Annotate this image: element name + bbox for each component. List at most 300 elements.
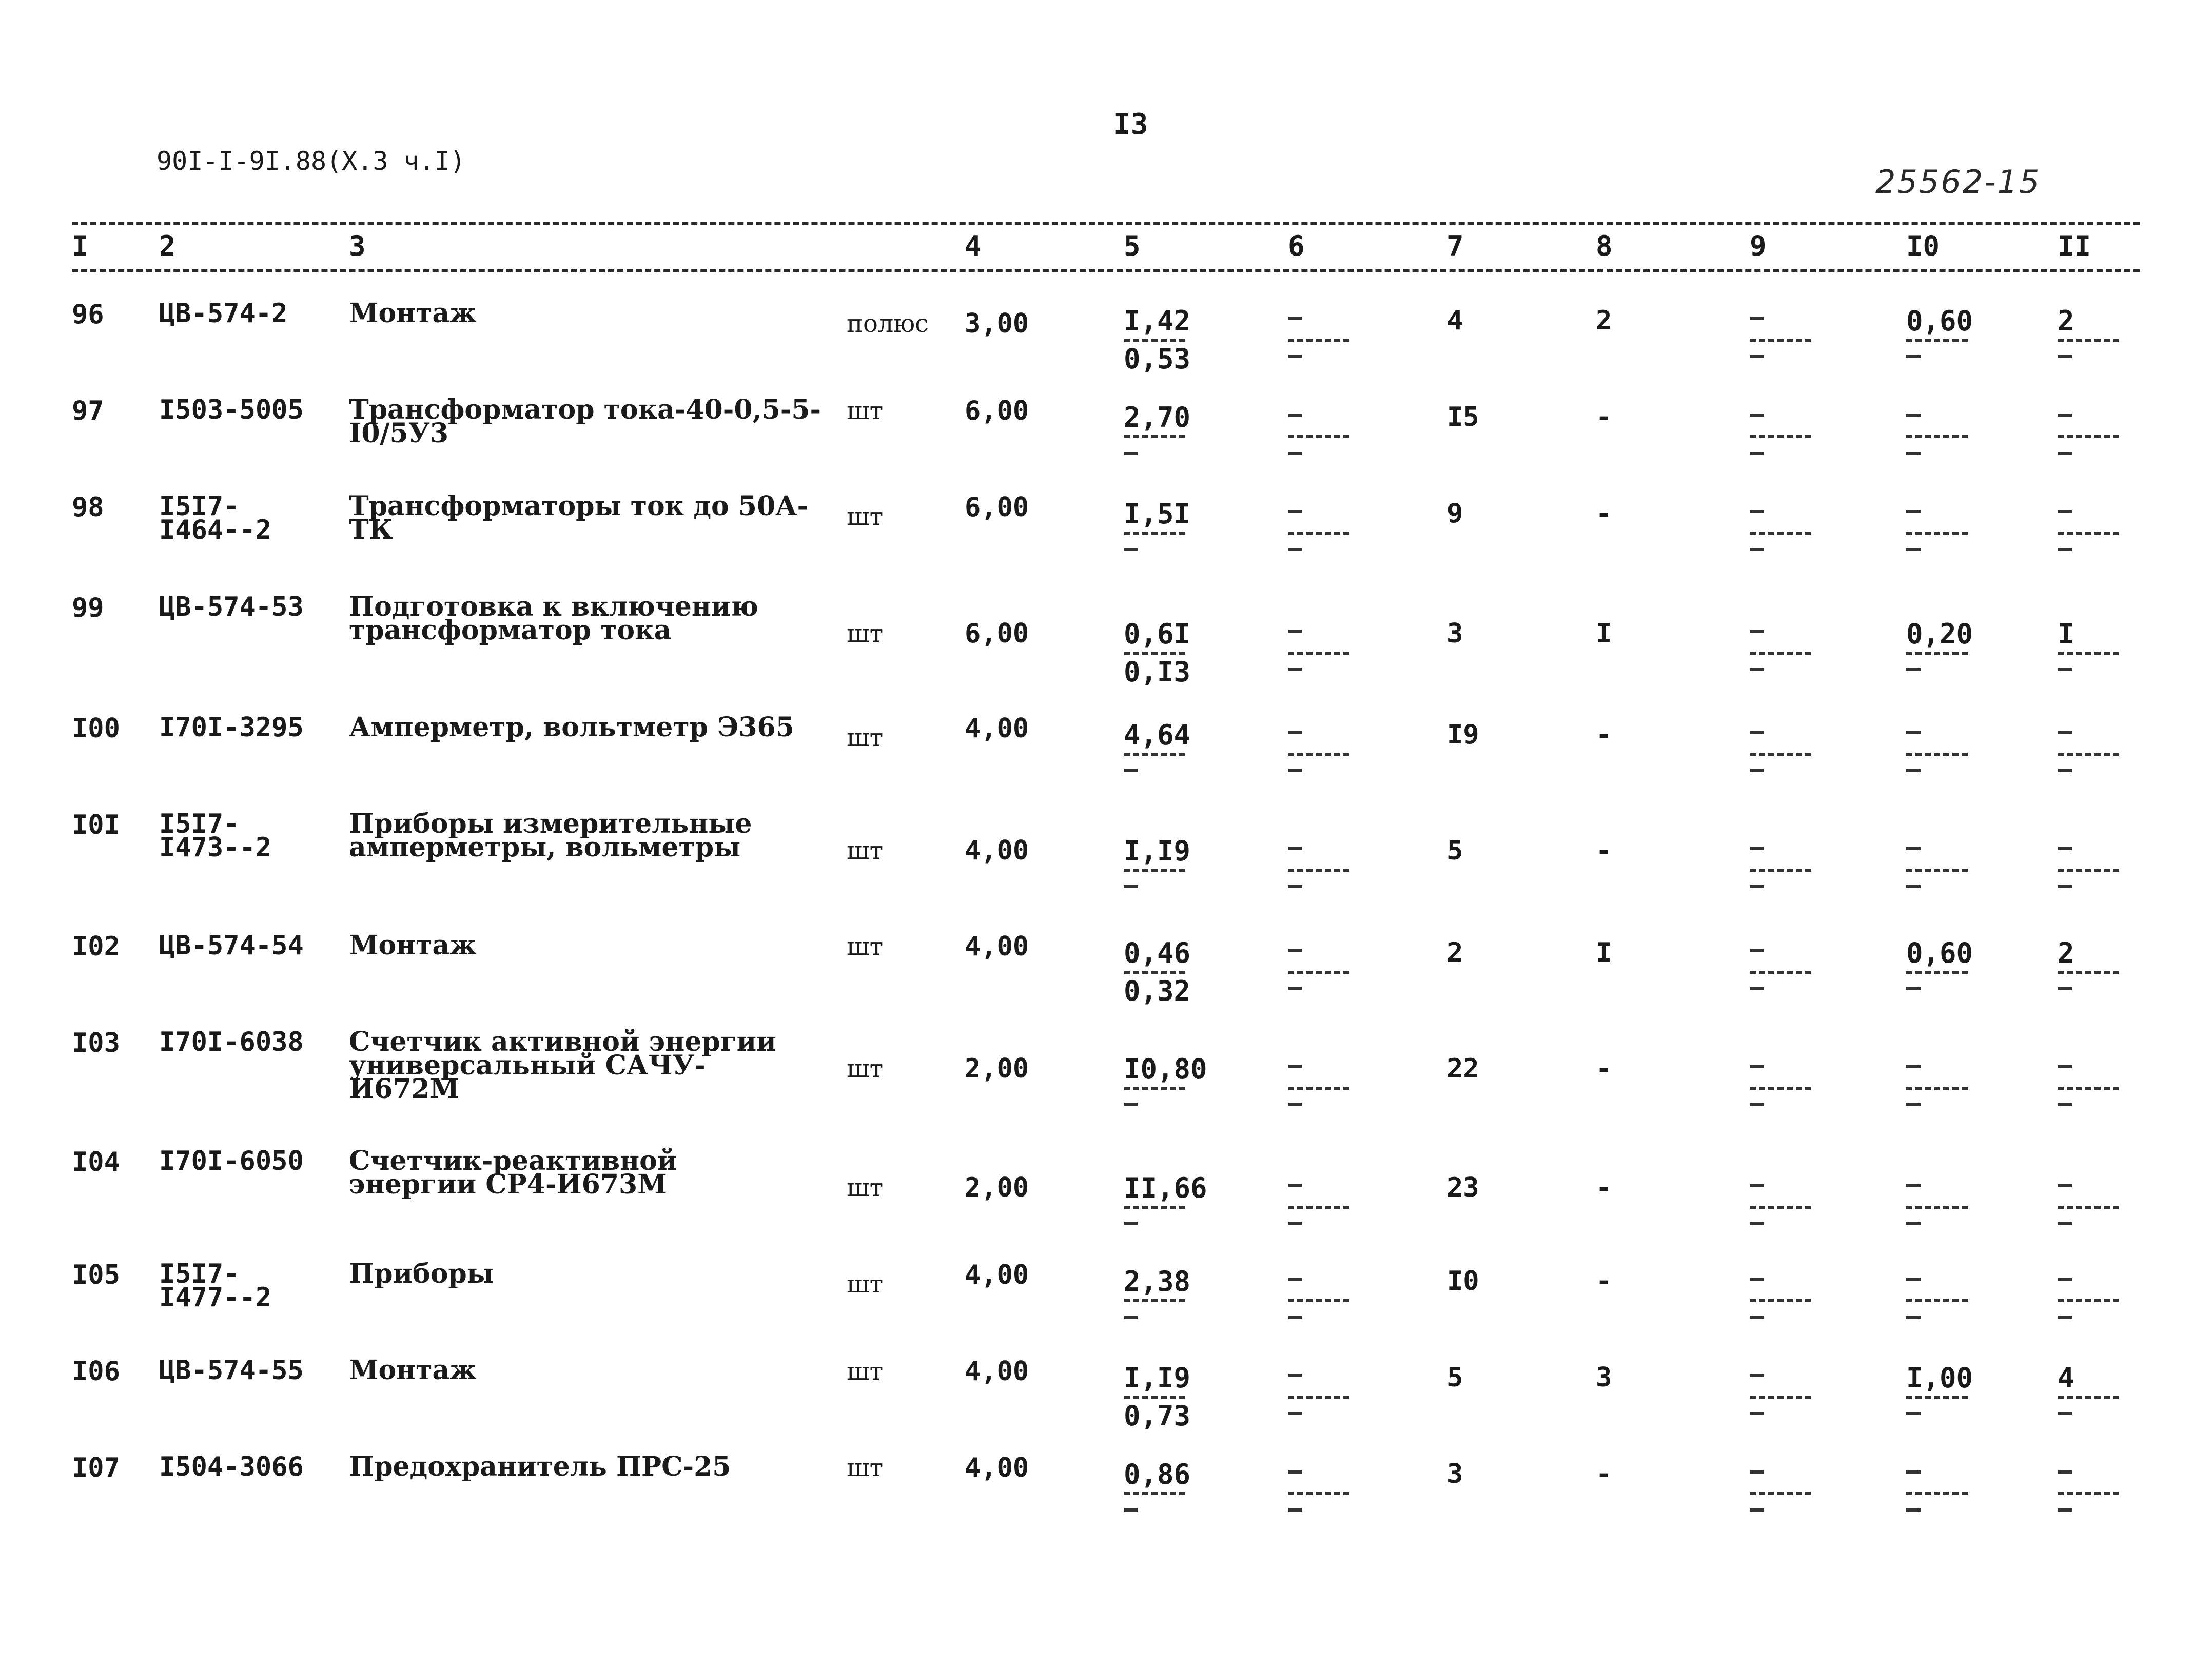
dash-mark	[1750, 1374, 1764, 1377]
dash-mark	[1288, 1316, 1302, 1319]
fraction-bar	[1288, 339, 1349, 342]
dash-mark	[1906, 1508, 1921, 1512]
row-col6-fraction	[1288, 940, 1365, 1005]
row-col5-fraction	[1124, 1053, 1207, 1121]
dash-mark	[1906, 1316, 1921, 1319]
row-unit: полюс	[847, 309, 929, 338]
row-col10-fraction	[1906, 618, 1983, 685]
row-name: Счетчик-реактивной энергии СР4-И673М	[349, 1145, 677, 1200]
dash-mark	[1750, 630, 1764, 633]
dash-mark	[1906, 1412, 1921, 1415]
fraction-bar	[1288, 652, 1349, 655]
fraction-bar	[1288, 971, 1349, 974]
fraction-bar	[1906, 1492, 1968, 1495]
row-number: I07	[72, 1453, 120, 1483]
dash-mark	[1288, 668, 1302, 671]
dash-mark	[1124, 1316, 1138, 1319]
col11-top	[2058, 722, 2072, 749]
fraction-bar	[1750, 435, 1811, 438]
page-number: I3	[1113, 108, 1148, 141]
row-col10-fraction	[1906, 937, 1983, 1005]
table-row	[0, 712, 2212, 808]
fraction-bar	[1124, 1087, 1185, 1090]
row-col9-fraction	[1750, 501, 1827, 565]
row-unit: шт	[847, 1357, 884, 1386]
col6-bottom	[1288, 539, 1302, 565]
row-unit: шт	[847, 1054, 884, 1083]
row-col8: I	[1596, 618, 1612, 649]
fraction-bar	[2058, 869, 2119, 872]
fraction-bar	[1288, 532, 1349, 535]
dash-mark	[1906, 414, 1921, 417]
row-col8: -	[1596, 835, 1612, 866]
col10-bottom	[1906, 760, 1921, 787]
row-qty: 4,00	[965, 1260, 1029, 1290]
dash-mark	[2058, 1316, 2072, 1319]
dash-mark	[2058, 668, 2072, 671]
table-row	[0, 930, 2212, 1026]
dash-mark	[1750, 452, 1764, 455]
dash-mark	[1124, 769, 1138, 772]
col9-bottom	[1750, 1094, 1764, 1121]
fraction-bar	[1750, 339, 1811, 342]
fraction-bar	[2058, 1492, 2119, 1495]
col6-top	[1288, 1056, 1302, 1083]
row-col10-fraction	[1906, 838, 1983, 903]
fraction-bar	[1906, 435, 1968, 438]
dash-mark	[1288, 847, 1302, 850]
dash-mark	[2058, 355, 2072, 358]
row-col9-fraction	[1750, 1268, 1827, 1333]
col9-bottom	[1750, 659, 1764, 685]
col11-top	[2058, 1175, 2072, 1202]
dash-mark	[1124, 1508, 1138, 1512]
header-col-6: 6	[1288, 230, 1305, 262]
col6-bottom	[1288, 659, 1302, 685]
col10-bottom	[1906, 1403, 1921, 1429]
row-col8: -	[1596, 719, 1612, 750]
row-number: 98	[72, 492, 104, 523]
col6-top	[1288, 1365, 1302, 1391]
col11-bottom	[2058, 1213, 2072, 1240]
col10-bottom	[1906, 346, 1921, 372]
row-col9-fraction	[1750, 1461, 1827, 1526]
col5-top: I,42	[1124, 305, 1191, 337]
fraction-bar	[1906, 532, 1968, 535]
row-qty: 4,00	[965, 1453, 1029, 1483]
col5-bottom	[1124, 442, 1138, 469]
row-code: I504-3066	[159, 1452, 304, 1482]
row-code: I70I-6038	[159, 1027, 304, 1057]
col11-top: 2	[2058, 937, 2074, 969]
fraction-bar	[1750, 869, 1811, 872]
row-col10-fraction	[1906, 1362, 1983, 1429]
header-col-2: 2	[159, 230, 176, 262]
col6-bottom	[1288, 1213, 1302, 1240]
col10-top	[1906, 1056, 1921, 1083]
col10-bottom	[1906, 1499, 1921, 1526]
dash-mark	[1288, 510, 1302, 513]
dash-mark	[1288, 1222, 1302, 1225]
dash-mark	[1750, 414, 1764, 417]
row-unit: шт	[847, 723, 884, 752]
dash-mark	[1906, 769, 1921, 772]
fraction-bar	[2058, 339, 2119, 342]
fraction-bar	[1124, 652, 1185, 655]
dash-mark	[1288, 1374, 1302, 1377]
dash-mark	[1906, 1184, 1921, 1187]
row-col8: -	[1596, 1172, 1612, 1203]
col5-bottom	[1124, 1306, 1138, 1333]
col5-top: I,I9	[1124, 835, 1191, 867]
row-col7: 23	[1447, 1172, 1479, 1203]
row-col5-fraction	[1124, 1458, 1201, 1526]
dash-mark	[2058, 1184, 2072, 1187]
row-number: 97	[72, 396, 104, 426]
dash-mark	[2058, 769, 2072, 772]
dash-mark	[2058, 1470, 2072, 1474]
col6-bottom	[1288, 876, 1302, 903]
table-row	[0, 1026, 2212, 1123]
table-row	[0, 298, 2212, 394]
row-col9-fraction	[1750, 308, 1827, 372]
row-col9-fraction	[1750, 838, 1827, 903]
row-col10-fraction	[1906, 404, 1983, 469]
row-col5-fraction	[1124, 498, 1201, 565]
fraction-bar	[1288, 1206, 1349, 1209]
row-unit: шт	[847, 932, 884, 961]
row-col9-fraction	[1750, 940, 1827, 1005]
dash-mark	[2058, 1278, 2072, 1281]
fraction-bar	[1906, 1206, 1968, 1209]
fraction-bar	[1288, 1396, 1349, 1399]
fraction-bar	[1750, 1492, 1811, 1495]
col6-top	[1288, 940, 1302, 967]
fraction-bar	[2058, 1206, 2119, 1209]
table-row	[0, 1451, 2212, 1547]
col9-bottom	[1750, 1499, 1764, 1526]
col5-bottom	[1124, 1094, 1138, 1121]
fraction-bar	[1124, 869, 1185, 872]
fraction-bar	[2058, 652, 2119, 655]
fraction-bar	[1124, 435, 1185, 438]
row-col6-fraction	[1288, 1461, 1365, 1526]
row-unit: шт	[847, 619, 884, 648]
row-code: I5I7-I473--2	[159, 809, 272, 863]
col5-bottom: 0,53	[1124, 343, 1191, 375]
col9-top	[1750, 1056, 1764, 1083]
fraction-bar	[1906, 652, 1968, 655]
col11-top: 4	[2058, 1362, 2074, 1394]
fraction-bar	[1906, 971, 1968, 974]
row-col7: 5	[1447, 835, 1463, 866]
row-col11-fraction	[2058, 1056, 2135, 1121]
col9-top	[1750, 1365, 1764, 1391]
dash-mark	[1750, 1103, 1764, 1106]
dash-mark	[1124, 452, 1138, 455]
fraction-bar	[2058, 1299, 2119, 1302]
row-col7: 9	[1447, 498, 1463, 529]
dash-mark	[1906, 510, 1921, 513]
fraction-bar	[1124, 971, 1185, 974]
fraction-bar	[1750, 652, 1811, 655]
row-name: Счетчик активной энергии универсальный САЧУ-И672М	[349, 1026, 776, 1105]
row-col6-fraction	[1288, 722, 1365, 787]
row-col8: 2	[1596, 305, 1612, 336]
col5-top: I0,80	[1124, 1053, 1207, 1085]
header-col-3: 3	[349, 230, 366, 262]
col11-bottom	[2058, 760, 2072, 787]
fraction-bar	[1906, 339, 1968, 342]
row-name: Амперметр, вольтметр Э365	[349, 712, 794, 743]
dash-mark	[1288, 987, 1302, 990]
dash-mark	[1906, 987, 1921, 990]
col10-bottom	[1906, 978, 1921, 1005]
dash-mark	[1906, 1065, 1921, 1068]
fraction-bar	[1906, 1087, 1968, 1090]
fraction-bar	[1906, 753, 1968, 756]
document-code: 90I-I-9I.88(X.3 ч.I)	[156, 146, 466, 176]
row-col9-fraction	[1750, 1056, 1827, 1121]
col5-top: I,5I	[1124, 498, 1191, 530]
row-col5-fraction	[1124, 937, 1201, 1007]
header-col-7: 7	[1447, 230, 1464, 262]
dash-mark	[1288, 949, 1302, 952]
dash-mark	[2058, 1065, 2072, 1068]
dash-mark	[2058, 414, 2072, 417]
header-rule-bottom	[72, 269, 2140, 272]
dash-mark	[2058, 1412, 2072, 1415]
row-col6-fraction	[1288, 501, 1365, 565]
col9-bottom	[1750, 1403, 1764, 1429]
col5-top: II,66	[1124, 1172, 1207, 1204]
col11-bottom	[2058, 1403, 2072, 1429]
row-unit: шт	[847, 836, 884, 865]
col9-top	[1750, 940, 1764, 967]
row-name: Подготовка к включению трансформатор тока	[349, 591, 758, 646]
fraction-bar	[1750, 1087, 1811, 1090]
fraction-bar	[1906, 1396, 1968, 1399]
col11-bottom	[2058, 539, 2072, 565]
row-code: ЦВ-574-53	[159, 592, 304, 622]
col9-top	[1750, 1175, 1764, 1202]
col11-top	[2058, 1461, 2072, 1488]
row-col8: -	[1596, 402, 1612, 433]
row-col10-fraction	[1906, 501, 1983, 565]
dash-mark	[1288, 355, 1302, 358]
row-col7: I0	[1447, 1266, 1479, 1297]
col10-bottom	[1906, 539, 1921, 565]
col6-top	[1288, 1268, 1302, 1295]
row-col11-fraction	[2058, 1268, 2135, 1333]
fraction-bar	[1288, 1299, 1349, 1302]
col5-top: I,I9	[1124, 1362, 1191, 1394]
dash-mark	[1906, 1222, 1921, 1225]
dash-mark	[1750, 1184, 1764, 1187]
row-col6-fraction	[1288, 1175, 1365, 1240]
fraction-bar	[1906, 1299, 1968, 1302]
row-col9-fraction	[1750, 621, 1827, 685]
col10-top: 0,60	[1906, 305, 1973, 337]
col9-bottom	[1750, 442, 1764, 469]
row-col8: -	[1596, 1459, 1612, 1489]
dash-mark	[1288, 1470, 1302, 1474]
dash-mark	[1750, 987, 1764, 990]
row-qty: 4,00	[965, 1356, 1029, 1387]
dash-mark	[1750, 949, 1764, 952]
col11-bottom	[2058, 1499, 2072, 1526]
col11-top: I	[2058, 618, 2074, 650]
dash-mark	[1124, 1222, 1138, 1225]
row-name: Приборы измерительные амперметры, вольметры	[349, 808, 752, 863]
col5-top: 2,70	[1124, 401, 1191, 434]
row-col7: 3	[1447, 618, 1463, 649]
col9-top	[1750, 838, 1764, 865]
col5-top: 0,86	[1124, 1458, 1191, 1491]
row-col10-fraction	[1906, 722, 1983, 787]
row-unit: шт	[847, 397, 884, 425]
col6-bottom	[1288, 442, 1302, 469]
fraction-bar	[1750, 971, 1811, 974]
row-name: Монтаж	[349, 930, 477, 961]
row-unit: шт	[847, 1173, 884, 1202]
dash-mark	[1750, 885, 1764, 888]
fraction-bar	[1288, 435, 1349, 438]
col10-bottom	[1906, 659, 1921, 685]
row-qty: 4,00	[965, 931, 1029, 962]
col9-top	[1750, 621, 1764, 648]
col10-top	[1906, 1268, 1921, 1295]
row-col6-fraction	[1288, 1056, 1365, 1121]
dash-mark	[1906, 731, 1921, 734]
col5-bottom	[1124, 539, 1138, 565]
row-col10-fraction	[1906, 1268, 1983, 1333]
fraction-bar	[1124, 1299, 1185, 1302]
row-col7: 4	[1447, 305, 1463, 336]
row-col6-fraction	[1288, 1268, 1365, 1333]
fraction-bar	[1750, 532, 1811, 535]
row-col9-fraction	[1750, 1365, 1827, 1429]
table-row	[0, 1355, 2212, 1451]
col6-top	[1288, 838, 1302, 865]
row-col11-fraction	[2058, 838, 2135, 903]
col10-top	[1906, 1175, 1921, 1202]
row-unit: шт	[847, 1454, 884, 1482]
row-col6-fraction	[1288, 621, 1365, 685]
col11-bottom	[2058, 978, 2072, 1005]
table-row	[0, 591, 2212, 688]
row-name: Монтаж	[349, 1355, 477, 1386]
col5-bottom	[1124, 760, 1138, 787]
header-col-4: 4	[965, 230, 982, 262]
col10-top: 0,60	[1906, 937, 1973, 969]
row-code: I5I7-I477--2	[159, 1259, 272, 1313]
dash-mark	[2058, 1103, 2072, 1106]
row-number: I06	[72, 1356, 120, 1387]
dash-mark	[1750, 1412, 1764, 1415]
row-col8: -	[1596, 1053, 1612, 1084]
fraction-bar	[1906, 869, 1968, 872]
row-number: 96	[72, 299, 104, 330]
row-qty: 6,00	[965, 492, 1029, 523]
dash-mark	[1124, 548, 1138, 551]
row-col10-fraction	[1906, 305, 1983, 372]
col10-top	[1906, 838, 1921, 865]
table-row	[0, 1145, 2212, 1242]
col6-top	[1288, 501, 1302, 527]
dash-mark	[1288, 1065, 1302, 1068]
dash-mark	[1750, 317, 1764, 320]
row-name: Трансформатор тока-40-0,5-5-I0/5У3	[349, 394, 821, 449]
dash-mark	[1288, 1508, 1302, 1512]
row-col7: 5	[1447, 1362, 1463, 1393]
dash-mark	[1750, 847, 1764, 850]
row-qty: 6,00	[965, 618, 1029, 649]
row-number: I0I	[72, 810, 120, 840]
fraction-bar	[1124, 339, 1185, 342]
row-col7: 22	[1447, 1053, 1479, 1084]
row-code: I70I-3295	[159, 712, 304, 743]
col5-top: 0,6I	[1124, 618, 1191, 650]
col10-top	[1906, 722, 1921, 749]
row-col6-fraction	[1288, 838, 1365, 903]
row-col11-fraction	[2058, 501, 2135, 565]
table-row	[0, 394, 2212, 491]
row-code: ЦВ-574-54	[159, 930, 304, 961]
fraction-bar	[1124, 532, 1185, 535]
header-col-10: I0	[1906, 230, 1940, 262]
row-code: I503-5005	[159, 395, 304, 425]
col10-top: 0,20	[1906, 618, 1973, 650]
row-col7: 2	[1447, 937, 1463, 968]
fraction-bar	[1750, 1206, 1811, 1209]
col11-bottom	[2058, 659, 2072, 685]
col10-bottom	[1906, 1094, 1921, 1121]
col5-bottom: 0,73	[1124, 1400, 1191, 1432]
dash-mark	[1288, 731, 1302, 734]
fraction-bar	[1124, 1396, 1185, 1399]
dash-mark	[1288, 1278, 1302, 1281]
row-col9-fraction	[1750, 1175, 1827, 1240]
dash-mark	[2058, 731, 2072, 734]
row-number: I00	[72, 713, 120, 744]
dash-mark	[1906, 1278, 1921, 1281]
col11-bottom	[2058, 1094, 2072, 1121]
dash-mark	[1750, 355, 1764, 358]
col6-bottom	[1288, 346, 1302, 372]
row-qty: 3,00	[965, 308, 1029, 339]
dash-mark	[1288, 630, 1302, 633]
fraction-bar	[1288, 1492, 1349, 1495]
row-col11-fraction	[2058, 1362, 2135, 1429]
col6-top	[1288, 1175, 1302, 1202]
row-code: I5I7-I464--2	[159, 491, 272, 545]
row-col5-fraction	[1124, 1362, 1201, 1432]
dash-mark	[1750, 548, 1764, 551]
row-col7: I5	[1447, 402, 1479, 433]
dash-mark	[1750, 1470, 1764, 1474]
col11-top	[2058, 404, 2072, 431]
col10-top	[1906, 501, 1921, 527]
dash-mark	[1124, 1103, 1138, 1106]
row-col9-fraction	[1750, 404, 1827, 469]
col10-top: I,00	[1906, 1362, 1973, 1394]
row-col6-fraction	[1288, 404, 1365, 469]
dash-mark	[1750, 1065, 1764, 1068]
table-header	[0, 230, 2212, 266]
dash-mark	[1288, 548, 1302, 551]
row-name: Трансформаторы ток до 50А-ТК	[349, 491, 809, 545]
